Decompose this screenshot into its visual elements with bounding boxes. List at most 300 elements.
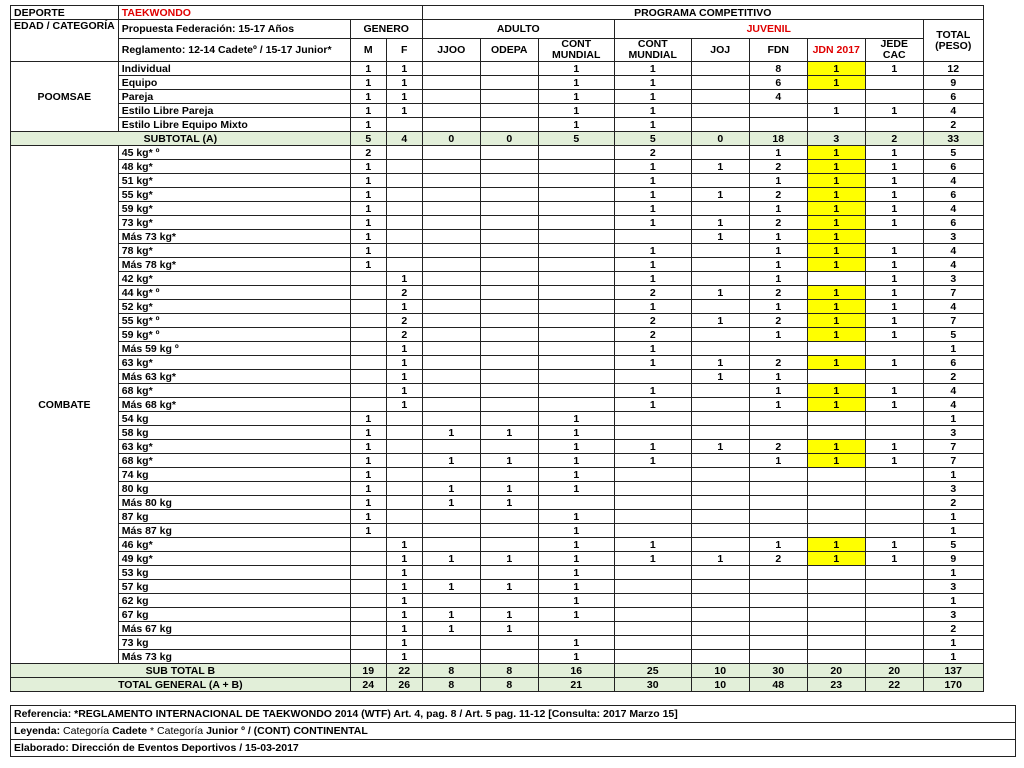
reglamento-label: Reglamento: 12-14 Cadeteº / 15-17 Junior* <box>118 39 350 62</box>
value-cell: 2 <box>749 314 807 328</box>
value-cell <box>807 608 865 622</box>
value-cell: 1 <box>865 146 923 160</box>
value-cell <box>480 356 538 370</box>
value-cell: 2 <box>386 328 422 342</box>
value-cell <box>865 230 923 244</box>
value-cell: 6 <box>749 76 807 90</box>
event-name: Más 59 kg º <box>118 342 350 356</box>
value-cell <box>480 370 538 384</box>
value-cell <box>480 272 538 286</box>
table-row <box>11 216 984 230</box>
total-cell: 20 <box>807 664 865 678</box>
value-cell: 1 <box>480 552 538 566</box>
value-cell: 1 <box>386 398 422 412</box>
value-cell <box>691 454 749 468</box>
value-cell <box>691 524 749 538</box>
value-cell <box>807 594 865 608</box>
value-cell: 1 <box>350 524 386 538</box>
value-cell <box>538 230 614 244</box>
value-cell: 1 <box>386 622 422 636</box>
value-cell <box>350 650 386 664</box>
value-cell: 1 <box>614 342 691 356</box>
value-cell <box>538 244 614 258</box>
value-cell: 1 <box>749 538 807 552</box>
value-cell: 4 <box>923 300 983 314</box>
value-cell: 1 <box>749 146 807 160</box>
event-name: Más 73 kg* <box>118 230 350 244</box>
value-cell: 1 <box>865 356 923 370</box>
value-cell <box>865 580 923 594</box>
programa-header: PROGRAMA COMPETITIVO <box>422 6 983 20</box>
value-cell: 1 <box>865 538 923 552</box>
value-cell: 1 <box>614 244 691 258</box>
value-cell: 1 <box>538 482 614 496</box>
total-cell: 8 <box>422 678 480 692</box>
value-cell <box>386 496 422 510</box>
value-cell: 1 <box>480 622 538 636</box>
leyenda-cat1: Categoría <box>63 725 110 737</box>
value-cell <box>749 482 807 496</box>
value-cell: 1 <box>865 272 923 286</box>
value-cell <box>691 272 749 286</box>
event-name: 42 kg* <box>118 272 350 286</box>
value-cell <box>865 566 923 580</box>
subtotal-a-row <box>11 132 984 146</box>
value-cell <box>691 412 749 426</box>
value-cell <box>865 608 923 622</box>
event-name: 67 kg <box>118 608 350 622</box>
value-cell: 1 <box>691 314 749 328</box>
value-cell <box>386 174 422 188</box>
table-row <box>11 636 984 650</box>
value-cell: 2 <box>350 146 386 160</box>
table-row <box>11 300 984 314</box>
total-cell: 5 <box>538 132 614 146</box>
table-row <box>11 272 984 286</box>
event-name: Más 73 kg <box>118 650 350 664</box>
value-cell: 6 <box>923 90 983 104</box>
value-cell <box>386 146 422 160</box>
value-cell: 1 <box>865 104 923 118</box>
value-cell: 1 <box>614 118 691 132</box>
value-cell <box>538 370 614 384</box>
value-cell <box>422 258 480 272</box>
table-row <box>11 594 984 608</box>
value-cell: 1 <box>749 370 807 384</box>
event-name: Equipo <box>118 76 350 90</box>
value-cell: 4 <box>923 174 983 188</box>
table-row <box>11 454 984 468</box>
value-cell <box>691 580 749 594</box>
value-cell <box>480 216 538 230</box>
value-cell <box>614 608 691 622</box>
value-cell: 1 <box>350 412 386 426</box>
value-cell: 1 <box>422 482 480 496</box>
value-cell: 1 <box>538 90 614 104</box>
value-cell <box>350 370 386 384</box>
value-cell <box>422 272 480 286</box>
value-cell <box>480 90 538 104</box>
value-cell <box>480 174 538 188</box>
value-cell <box>749 342 807 356</box>
value-cell <box>865 524 923 538</box>
event-name: 59 kg* º <box>118 328 350 342</box>
table-row <box>11 580 984 594</box>
value-cell <box>614 468 691 482</box>
value-cell <box>422 538 480 552</box>
value-cell <box>614 622 691 636</box>
value-cell <box>422 118 480 132</box>
value-cell <box>691 76 749 90</box>
table-row <box>11 258 984 272</box>
event-name: 87 kg <box>118 510 350 524</box>
header-row-2 <box>11 20 984 39</box>
value-cell <box>807 510 865 524</box>
event-name: Pareja <box>118 90 350 104</box>
value-cell: 1 <box>386 90 422 104</box>
event-name: Individual <box>118 62 350 76</box>
value-cell: 1 <box>538 552 614 566</box>
value-cell <box>386 454 422 468</box>
table-row <box>11 342 984 356</box>
value-cell <box>480 650 538 664</box>
table-row <box>11 440 984 454</box>
value-cell <box>422 230 480 244</box>
value-cell <box>422 440 480 454</box>
value-cell <box>749 608 807 622</box>
value-cell: 1 <box>691 440 749 454</box>
value-cell <box>422 90 480 104</box>
value-cell: 1 <box>614 356 691 370</box>
value-cell: 1 <box>865 440 923 454</box>
value-cell <box>538 202 614 216</box>
value-cell: 1 <box>865 258 923 272</box>
value-cell: 3 <box>923 608 983 622</box>
value-cell: 1 <box>538 608 614 622</box>
value-cell: 1 <box>614 258 691 272</box>
value-cell: 2 <box>749 216 807 230</box>
value-cell: 1 <box>538 468 614 482</box>
value-cell <box>807 636 865 650</box>
total-cell: 16 <box>538 664 614 678</box>
event-name: 59 kg* <box>118 202 350 216</box>
value-cell: 2 <box>749 286 807 300</box>
value-cell: 1 <box>480 496 538 510</box>
value-cell: 1 <box>350 90 386 104</box>
value-cell: 1 <box>538 580 614 594</box>
event-name: Más 78 kg* <box>118 258 350 272</box>
subtotal-b-label: SUB TOTAL B <box>11 664 351 678</box>
value-cell <box>480 286 538 300</box>
event-name: 46 kg* <box>118 538 350 552</box>
table-row <box>11 104 984 118</box>
value-cell: 1 <box>923 468 983 482</box>
value-cell <box>386 440 422 454</box>
total-cell: 10 <box>691 678 749 692</box>
value-cell <box>807 412 865 426</box>
value-cell: 1 <box>807 146 865 160</box>
value-cell: 1 <box>691 552 749 566</box>
value-cell: 1 <box>386 104 422 118</box>
value-cell <box>538 258 614 272</box>
value-cell <box>865 90 923 104</box>
value-cell: 1 <box>614 216 691 230</box>
value-cell: 1 <box>386 384 422 398</box>
value-cell: 1 <box>350 426 386 440</box>
value-cell: 1 <box>386 272 422 286</box>
value-cell: 1 <box>749 244 807 258</box>
juvenil-header: JUVENIL <box>614 20 923 39</box>
value-cell: 1 <box>691 356 749 370</box>
value-cell: 1 <box>865 328 923 342</box>
value-cell <box>386 230 422 244</box>
table-row <box>11 384 984 398</box>
value-cell: 1 <box>749 258 807 272</box>
table-row <box>11 426 984 440</box>
subtotal-a-label: SUBTOTAL (A) <box>11 132 351 146</box>
value-cell <box>614 230 691 244</box>
value-cell: 5 <box>923 146 983 160</box>
total-cell: 26 <box>386 678 422 692</box>
event-name: 54 kg <box>118 412 350 426</box>
total-cell: 33 <box>923 132 983 146</box>
value-cell <box>749 510 807 524</box>
leyenda-note <box>11 723 1016 740</box>
value-cell: 6 <box>923 160 983 174</box>
value-cell: 1 <box>865 62 923 76</box>
value-cell: 6 <box>923 356 983 370</box>
value-cell <box>691 342 749 356</box>
value-cell <box>614 594 691 608</box>
value-cell: 1 <box>614 104 691 118</box>
value-cell <box>350 566 386 580</box>
value-cell: 1 <box>614 272 691 286</box>
total-cell: 19 <box>350 664 386 678</box>
value-cell <box>614 412 691 426</box>
value-cell <box>422 160 480 174</box>
total-cell: 30 <box>749 664 807 678</box>
value-cell <box>480 160 538 174</box>
value-cell <box>480 258 538 272</box>
total-cell: 22 <box>865 678 923 692</box>
total-cell: 170 <box>923 678 983 692</box>
col-cont-mundial-adulto: CONT MUNDIAL <box>538 39 614 62</box>
value-cell: 1 <box>749 454 807 468</box>
event-name: 73 kg* <box>118 216 350 230</box>
value-cell: 1 <box>923 636 983 650</box>
total-cell: 30 <box>614 678 691 692</box>
value-cell: 4 <box>923 384 983 398</box>
value-cell: 1 <box>807 356 865 370</box>
value-cell: 3 <box>923 580 983 594</box>
value-cell: 1 <box>538 566 614 580</box>
value-cell: 5 <box>923 328 983 342</box>
col-jjoo: JJOO <box>422 39 480 62</box>
value-cell <box>480 566 538 580</box>
value-cell: 1 <box>807 398 865 412</box>
table-row <box>11 244 984 258</box>
value-cell <box>538 622 614 636</box>
value-cell: 1 <box>350 510 386 524</box>
table-row <box>11 314 984 328</box>
total-cell: 20 <box>865 664 923 678</box>
value-cell <box>691 608 749 622</box>
value-cell: 1 <box>480 482 538 496</box>
event-name: Estilo Libre Pareja <box>118 104 350 118</box>
value-cell: 1 <box>865 160 923 174</box>
value-cell <box>865 426 923 440</box>
value-cell: 1 <box>422 622 480 636</box>
value-cell: 1 <box>538 104 614 118</box>
value-cell <box>480 146 538 160</box>
value-cell <box>480 412 538 426</box>
value-cell <box>807 566 865 580</box>
value-cell <box>749 496 807 510</box>
value-cell: 1 <box>386 356 422 370</box>
value-cell <box>350 594 386 608</box>
value-cell <box>865 622 923 636</box>
value-cell <box>422 328 480 342</box>
table-row <box>11 188 984 202</box>
value-cell <box>749 524 807 538</box>
value-cell: 1 <box>422 552 480 566</box>
col-m: M <box>350 39 386 62</box>
value-cell <box>480 118 538 132</box>
value-cell <box>480 538 538 552</box>
value-cell <box>691 90 749 104</box>
value-cell: 1 <box>538 412 614 426</box>
value-cell: 1 <box>350 244 386 258</box>
event-name: 51 kg* <box>118 174 350 188</box>
event-name: 52 kg* <box>118 300 350 314</box>
value-cell: 1 <box>350 104 386 118</box>
value-cell: 2 <box>614 286 691 300</box>
value-cell: 1 <box>422 426 480 440</box>
value-cell <box>807 426 865 440</box>
value-cell: 1 <box>614 454 691 468</box>
value-cell: 2 <box>749 160 807 174</box>
value-cell <box>614 650 691 664</box>
value-cell <box>691 468 749 482</box>
value-cell: 1 <box>865 314 923 328</box>
adulto-header: ADULTO <box>422 20 614 39</box>
value-cell: 1 <box>422 496 480 510</box>
value-cell <box>865 594 923 608</box>
value-cell <box>480 314 538 328</box>
total-cell: 0 <box>691 132 749 146</box>
value-cell <box>807 580 865 594</box>
value-cell: 2 <box>386 286 422 300</box>
value-cell: 1 <box>386 342 422 356</box>
value-cell: 5 <box>923 538 983 552</box>
value-cell <box>480 328 538 342</box>
value-cell <box>691 636 749 650</box>
value-cell: 1 <box>749 272 807 286</box>
value-cell <box>691 104 749 118</box>
value-cell: 1 <box>691 370 749 384</box>
value-cell: 1 <box>865 216 923 230</box>
value-cell: 1 <box>865 552 923 566</box>
event-name: 74 kg <box>118 468 350 482</box>
table-row <box>11 608 984 622</box>
table-row <box>11 468 984 482</box>
total-general-row <box>11 678 984 692</box>
col-jede-cac: JEDE CAC <box>865 39 923 62</box>
value-cell <box>350 636 386 650</box>
value-cell: 1 <box>538 510 614 524</box>
value-cell <box>807 370 865 384</box>
value-cell <box>749 426 807 440</box>
value-cell: 2 <box>923 622 983 636</box>
value-cell: 1 <box>807 258 865 272</box>
value-cell: 1 <box>538 62 614 76</box>
value-cell <box>350 580 386 594</box>
table-row <box>11 286 984 300</box>
value-cell <box>350 286 386 300</box>
total-cell: 8 <box>422 664 480 678</box>
value-cell: 1 <box>538 650 614 664</box>
value-cell <box>422 398 480 412</box>
elaborado-note: Elaborado: Dirección de Eventos Deportivos / 15-03-2017 <box>11 740 1016 757</box>
value-cell <box>350 608 386 622</box>
value-cell <box>422 286 480 300</box>
value-cell <box>691 202 749 216</box>
value-cell: 1 <box>386 370 422 384</box>
value-cell: 1 <box>807 62 865 76</box>
value-cell <box>350 552 386 566</box>
value-cell: 1 <box>614 538 691 552</box>
total-cell: 25 <box>614 664 691 678</box>
value-cell: 4 <box>923 202 983 216</box>
value-cell: 7 <box>923 454 983 468</box>
value-cell <box>422 146 480 160</box>
value-cell: 1 <box>614 76 691 90</box>
table-row <box>11 202 984 216</box>
value-cell <box>422 510 480 524</box>
value-cell <box>422 188 480 202</box>
value-cell <box>422 202 480 216</box>
notes-table <box>10 705 1016 757</box>
value-cell: 7 <box>923 440 983 454</box>
total-cell: 23 <box>807 678 865 692</box>
value-cell <box>480 524 538 538</box>
value-cell <box>749 468 807 482</box>
event-name: 57 kg <box>118 580 350 594</box>
value-cell: 7 <box>923 286 983 300</box>
value-cell <box>807 622 865 636</box>
value-cell: 1 <box>350 174 386 188</box>
value-cell <box>691 328 749 342</box>
value-cell: 1 <box>865 188 923 202</box>
event-name: 58 kg <box>118 426 350 440</box>
value-cell: 1 <box>386 636 422 650</box>
value-cell: 1 <box>807 230 865 244</box>
value-cell <box>865 496 923 510</box>
value-cell <box>480 440 538 454</box>
value-cell <box>350 622 386 636</box>
value-cell <box>538 216 614 230</box>
value-cell <box>691 426 749 440</box>
leyenda-cadete: Cadete <box>112 725 148 737</box>
value-cell: 1 <box>749 300 807 314</box>
value-cell: 1 <box>691 286 749 300</box>
value-cell: 3 <box>923 272 983 286</box>
value-cell: 9 <box>923 552 983 566</box>
value-cell: 4 <box>923 258 983 272</box>
value-cell <box>691 62 749 76</box>
value-cell: 1 <box>865 454 923 468</box>
value-cell <box>538 342 614 356</box>
